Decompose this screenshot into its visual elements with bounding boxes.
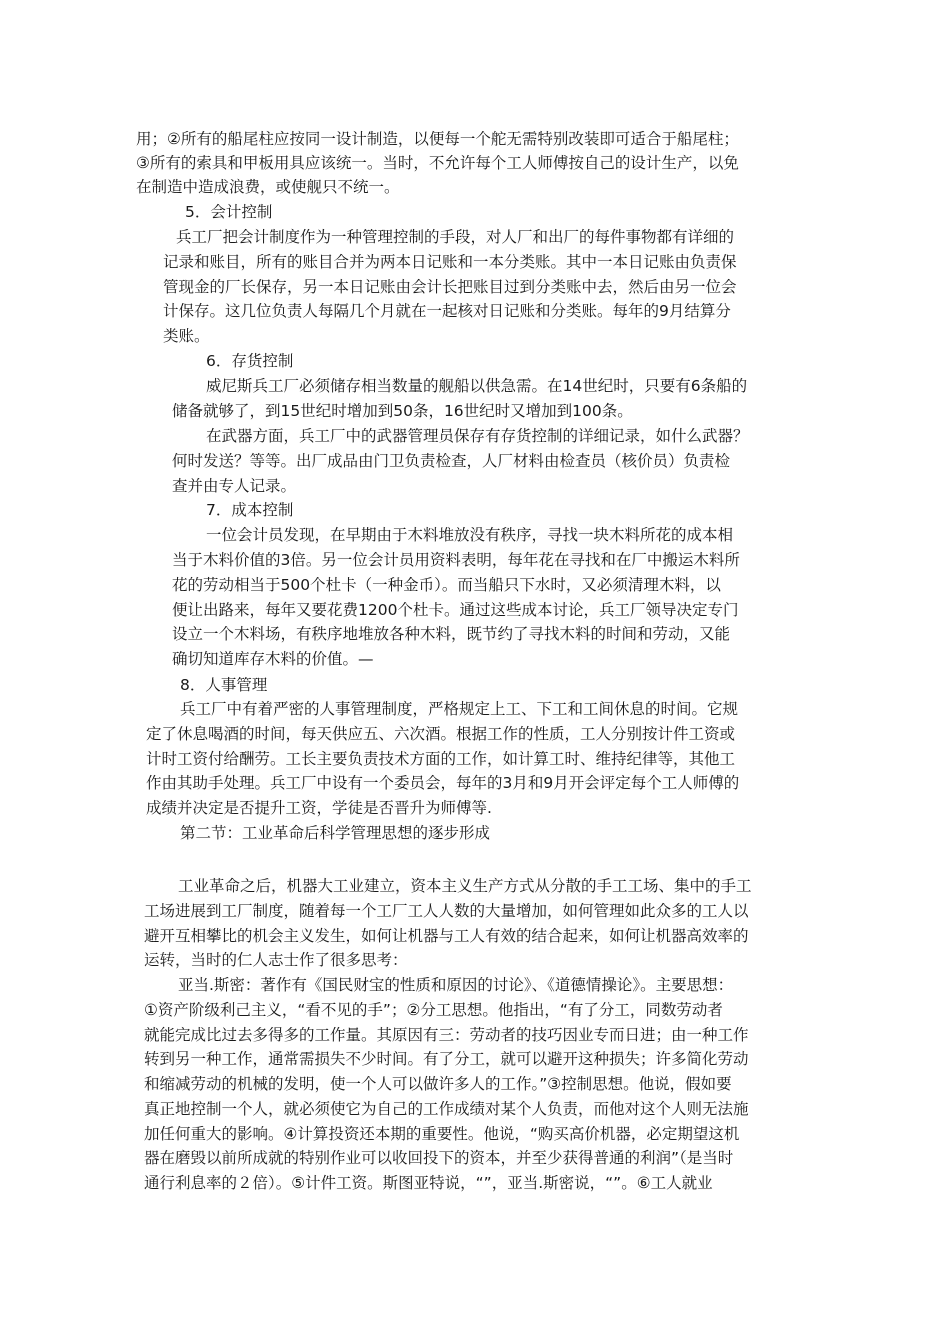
text-line: ①资产阶级利己主义，“看不见的手”；②分工思想。他指出，“有了分工，同数劳动者 [144,1001,723,1019]
text-line: 成绩并决定是否提升工资，学徒是否晋升为师傅等. [146,799,492,817]
text-line: 何时发送？等等。出厂成品由门卫负责检查，人厂材料由检查员（核价员）负责检 [172,452,731,470]
text-line: 转到另一种工作，通常需损失不少时间。有了分工，就可以避开这种损失；许多简化劳动 [144,1050,749,1068]
text-line: 计时工资付给酬劳。工长主要负责技术方面的工作，如计算工时、维持纪律等，其他工 [146,750,736,768]
text-line: 一位会计员发现，在早期由于木料堆放没有秩序，寻找一块木料所花的成本相 [206,526,734,544]
text-line: 管现金的厂长保存，另一本日记账由会计长把账目过到分类账中去，然后由另一位会 [163,278,737,296]
text-line: 工场进展到工厂制度，随着每一个工厂工人人数的大量增加，如何管理如此众多的工人以 [144,902,749,920]
text-line: 工业革命之后，机器大工业建立，资本主义生产方式从分散的手工工场、集中的手工 [178,877,752,895]
text-line: 确切知道库存木料的价值。— [172,650,374,668]
text-line: 记录和账目，所有的账目合并为两本日记账和一本分类账。其中一本日记账由负责保 [163,253,737,271]
text-line: 通行利息率的２倍）。⑤计件工资。斯图亚特说，“”，亚当.斯密说，“”。⑥工人就业 [144,1174,713,1192]
text-line: 兵工厂中有着严密的人事管理制度，严格规定上工、下工和工间休息的时间。它规 [180,700,739,718]
text-line: 作由其助手处理。兵工厂中设有一个委员会，每年的3月和9月开会评定每个工人师傅的 [146,774,740,792]
text-line: 运转，当时的仁人志士作了很多思考： [144,951,408,969]
text-line: 加任何重大的影响。④计算投资还本期的重要性。他说，“购买高价机器，必定期望这机 [144,1125,740,1143]
chapter-section-heading: 第二节：工业革命后科学管理思想的逐步形成 [180,824,491,842]
text-line: 亚当.斯密：著作有《国民财宝的性质和原因的讨论》、《道德情操论》。主要思想： [178,976,734,994]
text-line: 类账。 [163,327,210,345]
text-line: 避开互相攀比的机会主义发生，如何让机器与工人有效的结合起来，如何让机器高效率的 [144,927,749,945]
text-line: 用；②所有的船尾柱应按同一设计制造，以便每一个舵无需特别改装即可适合于船尾柱； [136,130,739,148]
section-heading-cost: 7．成本控制 [206,501,294,519]
text-line: 花的劳动相当于500个杜卡（一种金币）。而当船只下水时，又必须清理木料，以 [172,576,721,594]
text-line: 计保存。这几位负责人每隔几个月就在一起核对日记账和分类账。每年的9月结算分 [163,302,731,320]
text-line: 便让出路来，每年又要花费1200个杜卡。通过这些成本讨论，兵工厂领导决定专门 [172,601,739,619]
text-line: 在武器方面，兵工厂中的武器管理员保存有存货控制的详细记录，如什么武器？ [206,427,749,445]
text-line: 定了休息喝酒的时间，每天供应五、六次酒。根据工作的性质，工人分别按计件工资或 [146,725,736,743]
text-line: 器在磨毁以前所成就的特别作业可以收回投下的资本，并至少获得普通的利润”（是当时 [144,1149,734,1167]
text-line: 和缩减劳动的机械的发明，使一个人可以做许多人的工作。”③控制思想。他说，假如要 [144,1075,732,1093]
text-line: ③所有的索具和甲板用具应该统一。当时，不允许每个工人师傅按自己的设计生产，以免 [136,154,739,172]
text-line: 当于木料价值的3倍。另一位会计员用资料表明，每年花在寻找和在厂中搬运木料所 [172,551,740,569]
text-line: 在制造中造成浪费，或使舰只不统一。 [136,178,400,196]
text-line: 兵工厂把会计制度作为一种管理控制的手段，对人厂和出厂的每件事物都有详细的 [176,228,735,246]
section-heading-personnel: 8．人事管理 [180,676,268,694]
section-heading-inventory: 6．存货控制 [206,352,294,370]
text-line: 储备就够了，到15世纪时增加到50条，16世纪时又增加到100条。 [172,402,633,420]
section-heading-accounting: 5．会计控制 [185,203,273,221]
text-line: 真正地控制一个人，就必须使它为自己的工作成绩对某个人负责，而他对这个人则无法施 [144,1100,749,1118]
text-line: 查并由专人记录。 [172,477,297,495]
text-line: 就能完成比过去多得多的工作量。其原因有三：劳动者的技巧因业专而日进；由一种工作 [144,1026,749,1044]
text-line: 设立一个木料场，有秩序地堆放各种木料，既节约了寻找木料的时间和劳动，又能 [172,625,731,643]
text-line: 威尼斯兵工厂必须储存相当数量的舰船以供急需。在14世纪时，只要有6条船的 [206,377,748,395]
